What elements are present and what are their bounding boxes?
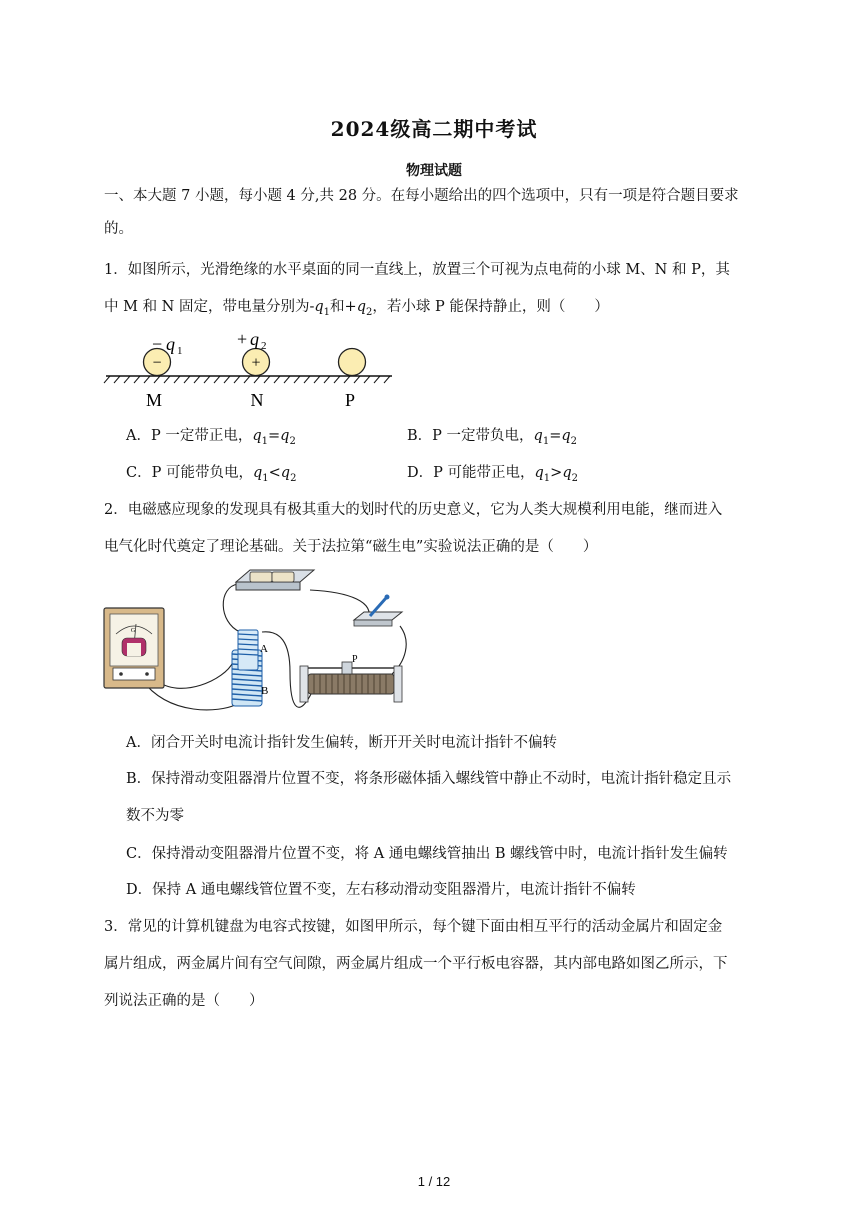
galvanometer — [104, 608, 164, 688]
exam-title: 2024级高二期中考试 — [330, 117, 538, 141]
section-instructions-line1: 一、本大题 7 小题，每小题 4 分,共 28 分。在每小题给出的四个选项中，只有一项是符合题目要求 — [104, 188, 739, 204]
q2-figure-faraday-experiment — [100, 562, 420, 722]
ground-hatching — [104, 376, 390, 383]
q1-option-b[interactable]: B．P 一定带负电，$q_1=q_2$ — [407, 428, 578, 447]
exam-subtitle: 物理试题 — [406, 163, 462, 179]
q1-stem-line1: 1．如图所示，光滑绝缘的水平桌面的同一直线上，放置三个可视为点电荷的小球 M、N 和 P，其 — [104, 262, 730, 278]
ball-p — [339, 349, 366, 376]
q2-stem-line2: 电气化时代奠定了理论基础。关于法拉第“磁生电”实验说法正确的是（ ） — [104, 539, 598, 555]
q3-stem-line1: 3．常见的计算机键盘为电容式按键，如图甲所示，每个键下面由相互平行的活动金属片和固定金 — [104, 919, 723, 935]
charge-n-sub: 2 — [261, 340, 267, 352]
section-instructions-line2: 的。 — [104, 221, 133, 237]
rheostat-slider-label: P — [352, 654, 358, 665]
label-n: N — [250, 390, 264, 410]
q1-figure-charges — [100, 328, 400, 410]
q1-stem-line2: 中 M 和 N 固定，带电量分别为$-q_1$和$+q_2$，若小球 P 能保持静止，则（ ） — [104, 299, 609, 318]
q1-option-a[interactable]: A．P 一定带正电，$q_1=q_2$ — [126, 428, 296, 447]
label-p: P — [344, 390, 356, 410]
coil-a — [238, 630, 258, 670]
q2-option-d[interactable]: D．保持 A 通电螺线管位置不变，左右移动滑动变阻器滑片，电流计指针不偏转 — [126, 882, 636, 898]
q2-option-b-line2[interactable]: 数不为零 — [126, 808, 184, 824]
ball-m-sign: − — [152, 354, 162, 372]
q2-stem-line1: 2．电磁感应现象的发现具有极其重大的划时代的历史意义，它为人类大规模利用电能，继而进入 — [104, 502, 723, 518]
rheostat — [300, 662, 402, 702]
charge-m-sub: 1 — [177, 345, 183, 357]
page-number: 1 / 12 — [417, 1174, 451, 1189]
q1-option-d[interactable]: D．P 可能带正电，$q_1>q_2$ — [407, 465, 578, 484]
q2-option-b-line1[interactable]: B．保持滑动变阻器滑片位置不变，将条形磁体插入螺线管中静止不动时，电流计指针稳定且示 — [126, 771, 732, 787]
ball-n — [243, 349, 270, 376]
ball-n-sign: + — [251, 354, 261, 372]
q2-option-a[interactable]: A．闭合开关时电流计指针发生偏转，断开开关时电流计指针不偏转 — [126, 735, 557, 751]
charge-n-sign: + — [237, 329, 248, 349]
charge-m-label: q — [166, 334, 175, 354]
label-m: M — [145, 390, 163, 410]
coil-a-label: A — [260, 643, 268, 655]
q3-stem-line2: 属片组成，两金属片间有空气间隙，两金属片组成一个平行板电容器，其内部电路如图乙所示，下 — [104, 956, 728, 972]
q3-stem-line3: 列说法正确的是（ ） — [104, 993, 264, 1009]
coil-b-label: B — [261, 685, 269, 697]
q2-option-c[interactable]: C．保持滑动变阻器滑片位置不变，将 A 通电螺线管抽出 B 螺线管中时，电流计指针发生偏转 — [126, 846, 728, 862]
q1-option-c[interactable]: C．P 可能带负电，$q_1<q_2$ — [126, 465, 297, 484]
galvanometer-mark: G — [130, 628, 136, 634]
charge-m-sign: − — [152, 334, 163, 354]
charge-n-label: q — [250, 329, 259, 349]
battery-holder — [236, 570, 314, 590]
switch — [354, 595, 402, 627]
